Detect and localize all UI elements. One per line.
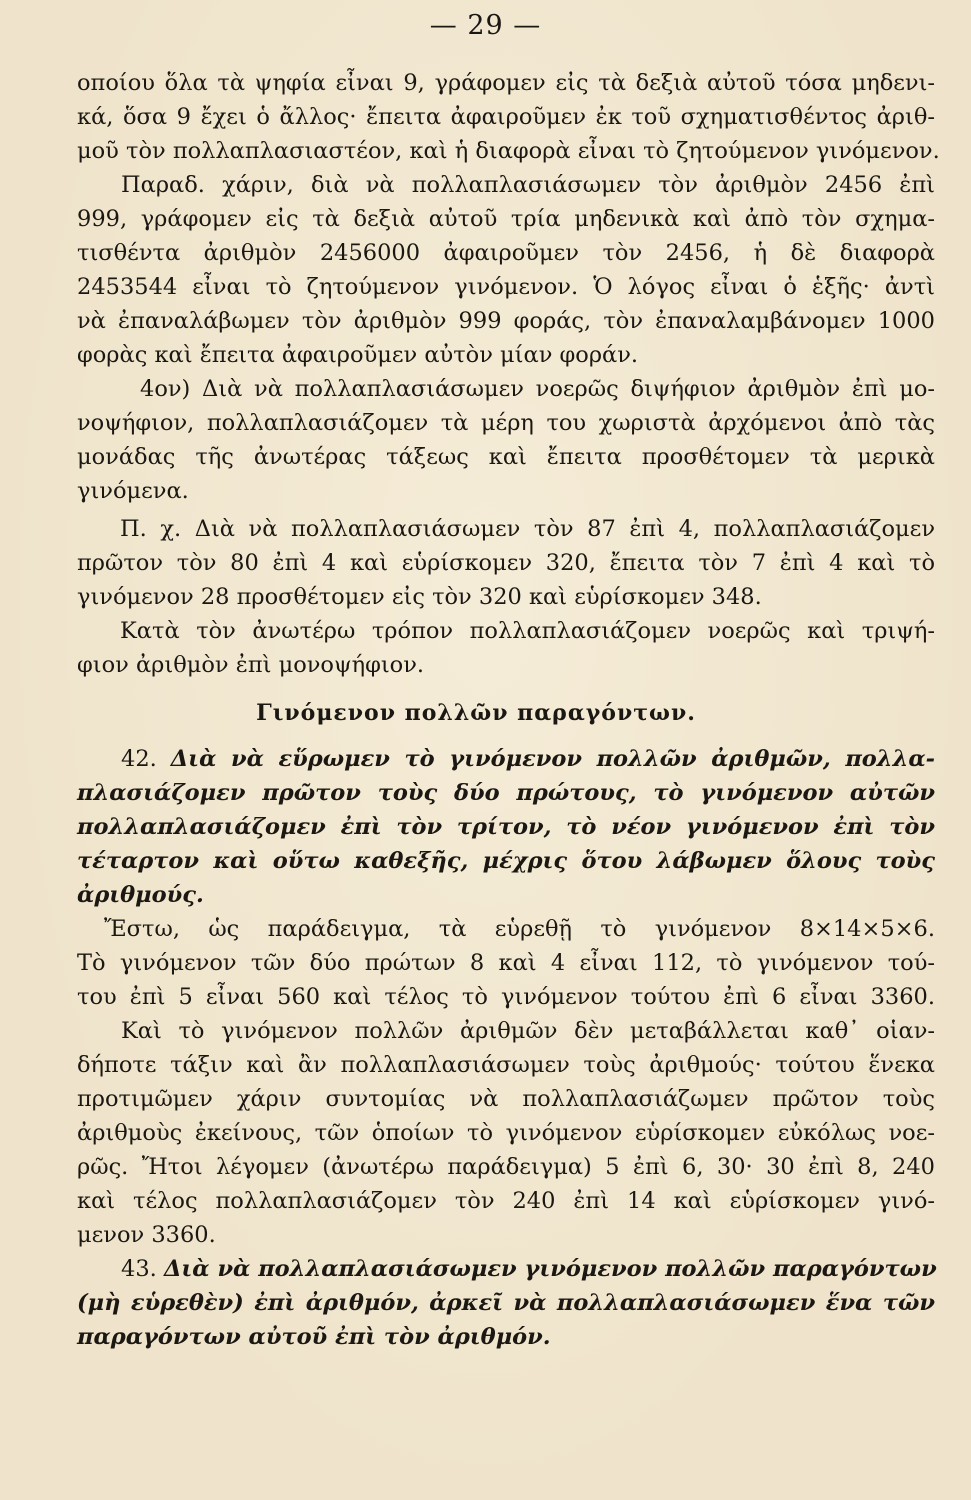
- text-line: νὰ ἐπαναλάβωμεν τὸν ἀριθμὸν 999 φοράς, τὸν ἐπαναλαμβάνομεν 1000: [77, 308, 935, 334]
- text-line: πρῶτον τὸν 80 ἐπὶ 4 καὶ εὑρίσκομεν 320, ἔπειτα τὸν 7 ἐπὶ 4 καὶ τὸ: [77, 550, 935, 576]
- text-line: Καὶ τὸ γινόμενον πολλῶν ἀριθμῶν δὲν μεταβάλλεται καθ᾽ οἱαν-: [121, 1018, 935, 1044]
- text-line: γινόμενον 28 προσθέτομεν εἰς τὸν 320 καὶ εὑρίσκομεν 348.: [77, 584, 762, 610]
- text-line: μενον 3360.: [77, 1222, 216, 1248]
- rule-text: Διὰ νὰ πολλαπλασιάσωμεν γινόμενον πολλῶν παραγόντων: [163, 1256, 937, 1282]
- rule-text: τέταρτον καὶ οὕτω καθεξῆς, μέχρις ὅτου λάβωμεν ὅλους τοὺς: [77, 848, 935, 874]
- rule-text: Διὰ νὰ εὕρωμεν τὸ γινόμενον πολλῶν ἀριθμῶν, πολλα-: [170, 746, 935, 772]
- text-line: φιον ἀριθμὸν ἐπὶ μονοψήφιον.: [77, 652, 425, 678]
- text-line: τισθέντα ἀριθμὸν 2456000 ἀφαιροῦμεν τὸν 2456, ἡ δὲ διαφορὰ: [77, 240, 935, 266]
- rule-number: 42.: [121, 746, 157, 772]
- section-heading: Γινόμενον πολλῶν παραγόντων.: [256, 700, 696, 726]
- text-line: κά, ὅσα 9 ἔχει ὁ ἄλλος· ἔπειτα ἀφαιροῦμεν ἐκ τοῦ σχηματισθέντος ἀριθ-: [77, 104, 935, 130]
- text-line: οποίου ὅλα τὰ ψηφία εἶναι 9, γράφομεν εἰς τὰ δεξιὰ αὐτοῦ τόσα μηδενι-: [77, 70, 935, 96]
- page-number: — 29 —: [429, 10, 542, 41]
- text-line: καὶ τέλος πολλαπλασιάζομεν τὸν 240 ἐπὶ 14 καὶ εὑρίσκομεν γινό-: [77, 1188, 935, 1214]
- text-line: του ἐπὶ 5 εἶναι 560 καὶ τέλος τὸ γινόμενον τούτου ἐπὶ 6 εἶναι 3360.: [77, 984, 935, 1010]
- text-line: Τὸ γινόμενον τῶν δύο πρώτων 8 καὶ 4 εἶναι 112, τὸ γινόμενον τού-: [77, 950, 935, 976]
- text-line: 4ον) Διὰ νὰ πολλαπλασιάσωμεν νοερῶς διψήφιον ἀριθμὸν ἐπὶ μο-: [140, 376, 935, 402]
- rule-text: ἀριθμούς.: [77, 882, 204, 908]
- text-line: 2453544 εἶναι τὸ ζητούμενον γινόμενον. Ὁ λόγος εἶναι ὁ ἑξῆς· ἀντὶ: [77, 274, 935, 300]
- rule-text: παραγόντων αὐτοῦ ἐπὶ τὸν ἀριθμόν.: [77, 1324, 551, 1350]
- text-line: μοῦ τὸν πολλαπλασιαστέον, καὶ ἡ διαφορὰ εἶναι τὸ ζητούμενον γινόμενον.: [77, 138, 940, 164]
- text-line: δήποτε τάξιν καὶ ἂν πολλαπλασιάσωμεν τοὺς ἀριθμούς· τούτου ἕνεκα: [77, 1052, 935, 1078]
- text-line: Ἔστω, ὡς παράδειγμα, τὰ εὑρεθῇ τὸ γινόμενον 8×14×5×6.: [104, 916, 935, 942]
- text-line: ρῶς. Ἤτοι λέγομεν (ἀνωτέρω παράδειγμα) 5 ἐπὶ 6, 30· 30 ἐπὶ 8, 240: [77, 1154, 935, 1180]
- text-line: Παραδ. χάριν, διὰ νὰ πολλαπλασιάσωμεν τὸν ἀριθμὸν 2456 ἐπὶ: [121, 172, 935, 198]
- rule-text: πλασιάζομεν πρῶτον τοὺς δύο πρώτους, τὸ γινόμενον αὐτῶν: [77, 780, 935, 806]
- text-line: νοψήφιον, πολλαπλασιάζομεν τὰ μέρη του χωριστὰ ἀρχόμενοι ἀπὸ τὰς: [77, 410, 935, 436]
- text-line: φορὰς καὶ ἔπειτα ἀφαιροῦμεν αὐτὸν μίαν φοράν.: [77, 342, 639, 368]
- text-line: Κατὰ τὸν ἀνωτέρω τρόπον πολλαπλασιάζομεν νοερῶς καὶ τριψή-: [120, 618, 935, 644]
- rule-42-first-line: [77, 742, 935, 776]
- text-line: γινόμενα.: [77, 478, 189, 504]
- rule-number: 43.: [121, 1256, 157, 1282]
- text-line: ἀριθμοὺς ἐκείνους, τῶν ὁποίων τὸ γινόμενον εὑρίσκομεν εὐκόλως νοε-: [77, 1120, 935, 1146]
- text-line: προτιμῶμεν χάριν συντομίας νὰ πολλαπλασιάζωμεν πρῶτον τοὺς: [77, 1086, 935, 1112]
- rule-text: (μὴ εὑρεθὲν) ἐπὶ ἀριθμόν, ἀρκεῖ νὰ πολλαπλασιάσωμεν ἕνα τῶν: [77, 1290, 935, 1316]
- page-body: [77, 66, 940, 1354]
- text-line: Π. χ. Διὰ νὰ πολλαπλασιάσωμεν τὸν 87 ἐπὶ 4, πολλαπλασιάζομεν: [120, 516, 935, 542]
- text-line: μονάδας τῆς ἀνωτέρας τάξεως καὶ ἔπειτα προσθέτομεν τὰ μερικὰ: [77, 444, 935, 470]
- text-line: 999, γράφομεν εἰς τὰ δεξιὰ αὐτοῦ τρία μηδενικὰ καὶ ἀπὸ τὸν σχημα-: [77, 206, 935, 232]
- rule-text: πολλαπλασιάζομεν ἐπὶ τὸν τρίτον, τὸ νέον γινόμενον ἐπὶ τὸν: [77, 814, 935, 840]
- rule-43-first-line: [77, 1252, 935, 1286]
